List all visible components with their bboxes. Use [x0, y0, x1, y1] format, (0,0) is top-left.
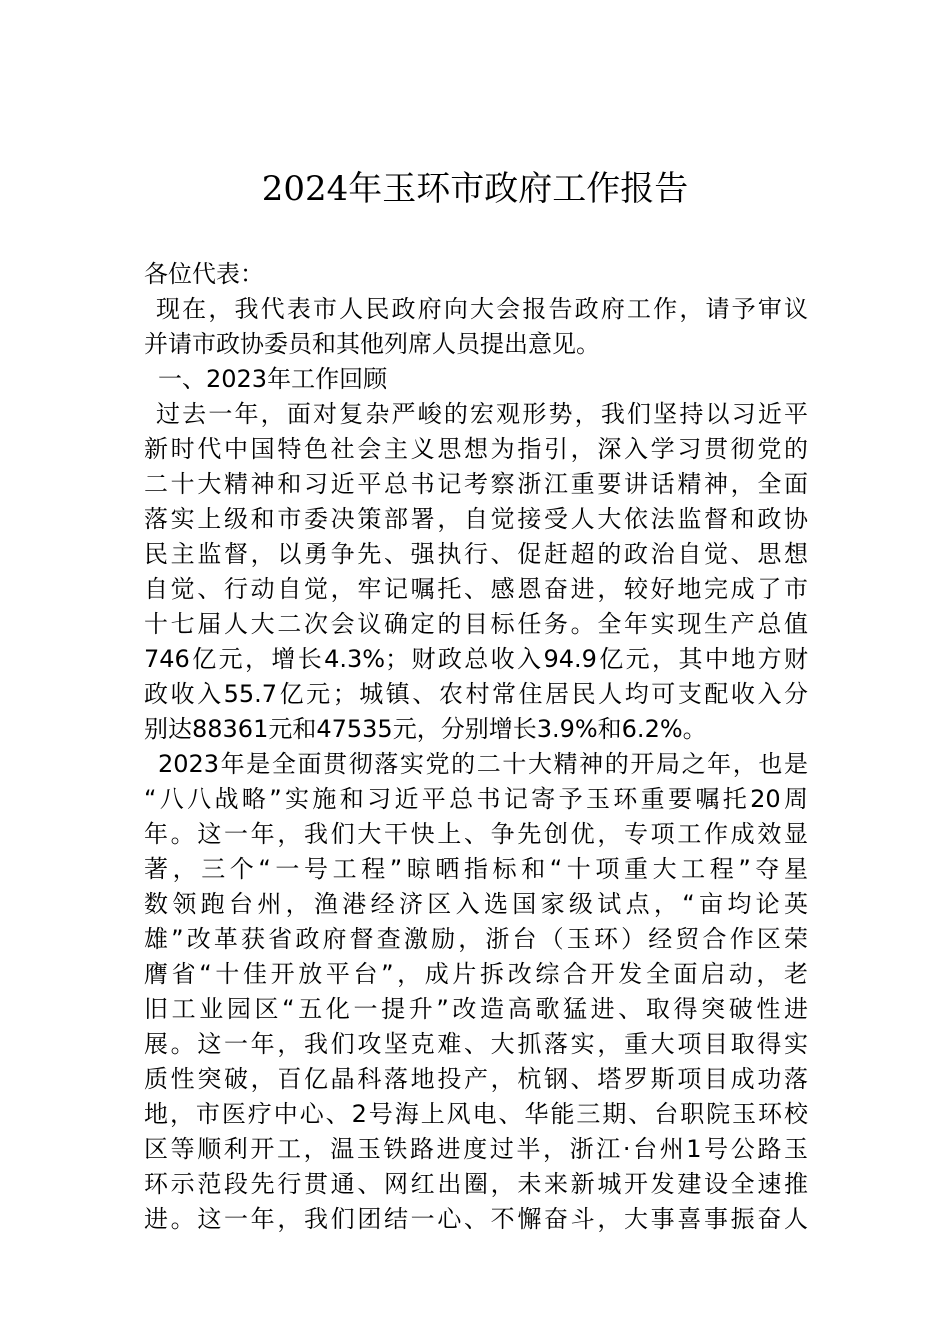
document-title: 2024年玉环市政府工作报告 — [261, 169, 689, 209]
paragraph-line: 区等顺利开工，温玉铁路进度过半，浙江·台州1号公路玉 — [144, 1135, 808, 1163]
paragraph-line: 落实上级和市委决策部署，自觉接受人大依法监督和政协 — [144, 505, 808, 533]
paragraph-line: 民主监督，以勇争先、强执行、促赶超的政治自觉、思想 — [144, 540, 808, 568]
paragraph-line: 2023年是全面贯彻落实党的二十大精神的开局之年，也是 — [158, 750, 808, 778]
paragraph-line: 现在，我代表市人民政府向大会报告政府工作，请予审议 — [156, 295, 808, 323]
paragraph-line: 746亿元，增长4.3%；财政总收入94.9亿元，其中地方财 — [144, 645, 808, 673]
paragraph-line: 膺省“十佳开放平台”，成片拆改综合开发全面启动，老 — [144, 960, 808, 988]
document-body — [144, 257, 808, 1237]
paragraph-line: 环示范段先行贯通、网红出圈，未来新城开发建设全速推 — [144, 1170, 808, 1198]
paragraph-line: 十七届人大二次会议确定的目标任务。全年实现生产总值 — [144, 610, 808, 638]
paragraph-line: 地，市医疗中心、2号海上风电、华能三期、台职院玉环校 — [144, 1100, 808, 1128]
paragraph-line: 质性突破，百亿晶科落地投产，杭钢、塔罗斯项目成功落 — [144, 1065, 808, 1093]
section-heading: 一、2023年工作回顾 — [158, 365, 388, 393]
salutation-line: 各位代表： — [144, 260, 264, 288]
paragraph-line: 年。这一年，我们大干快上、争先创优，专项工作成效显 — [144, 820, 808, 848]
paragraph-line: 数领跑台州，渔港经济区入选国家级试点，“亩均论英 — [144, 890, 808, 918]
paragraph-line: 旧工业园区“五化一提升”改造高歌猛进、取得突破性进 — [144, 995, 808, 1023]
paragraph-line: 二十大精神和习近平总书记考察浙江重要讲话精神，全面 — [144, 470, 808, 498]
paragraph-line: 著，三个“一号工程”晾晒指标和“十项重大工程”夺星 — [144, 855, 808, 883]
paragraph-line: 并请市政协委员和其他列席人员提出意见。 — [144, 330, 600, 358]
paragraph-line: 新时代中国特色社会主义思想为指引，深入学习贯彻党的 — [144, 435, 808, 463]
paragraph-line: “八八战略”实施和习近平总书记寄予玉环重要嘱托20周 — [144, 785, 808, 813]
paragraph-line: 展。这一年，我们攻坚克难、大抓落实，重大项目取得实 — [144, 1030, 808, 1058]
paragraph-line: 自觉、行动自觉，牢记嘱托、感恩奋进，较好地完成了市 — [144, 575, 808, 603]
paragraph-line: 进。这一年，我们团结一心、不懈奋斗，大事喜事振奋人 — [144, 1205, 808, 1233]
paragraph-line: 政收入55.7亿元；城镇、农村常住居民人均可支配收入分 — [144, 680, 808, 708]
paragraph-line: 雄”改革获省政府督查激励，浙台（玉环）经贸合作区荣 — [144, 925, 808, 953]
paragraph-line: 别达88361元和47535元，分别增长3.9%和6.2%。 — [144, 715, 707, 743]
paragraph-line: 过去一年，面对复杂严峻的宏观形势，我们坚持以习近平 — [156, 400, 808, 428]
